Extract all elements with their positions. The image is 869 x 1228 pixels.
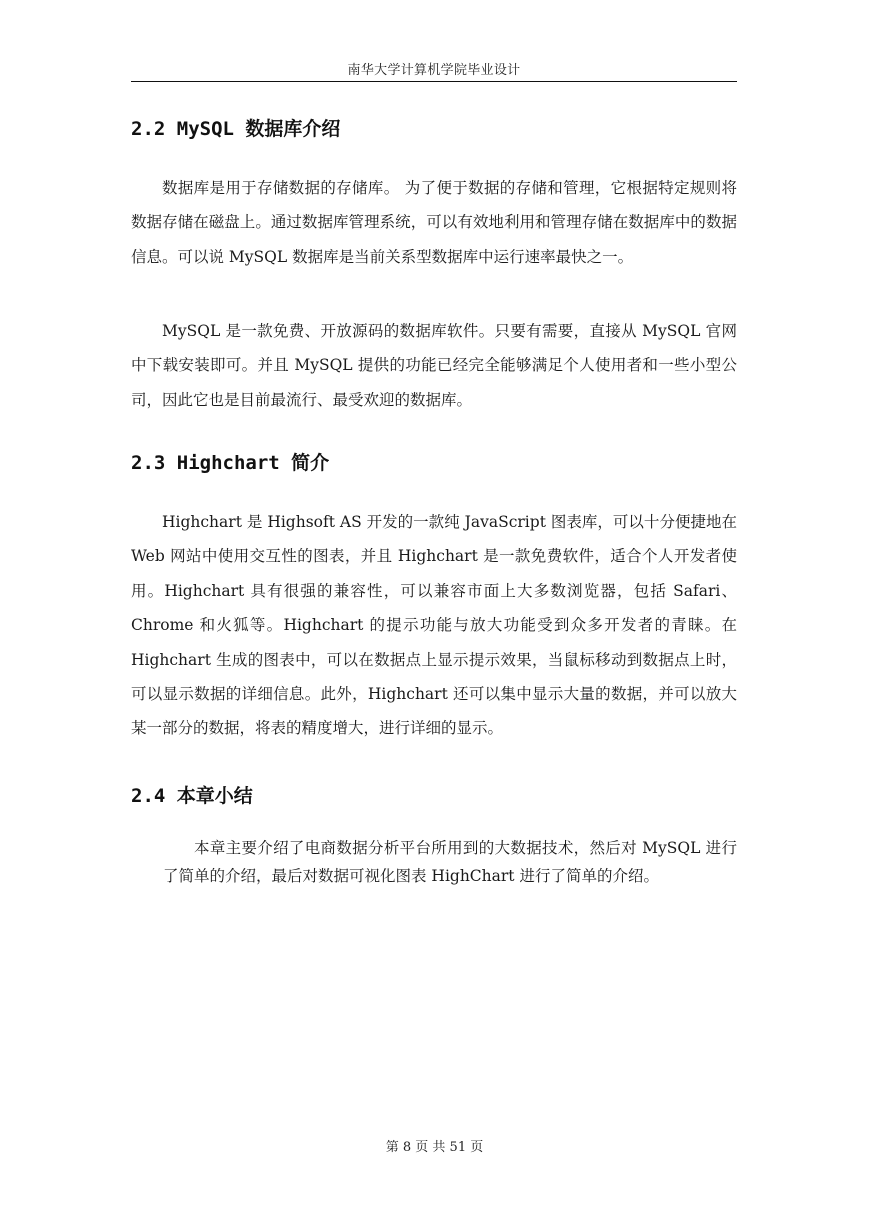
page-number: 第 8 页 共 51 页	[385, 1140, 484, 1155]
section-heading-highchart: 2.3 Highchart 简介	[131, 452, 330, 474]
section-heading-summary: 2.4 本章小结	[131, 785, 253, 807]
summary-paragraph: 本章主要介绍了电商数据分析平台所用到的大数据技术，然后对 MySQL 进行了简单的介绍，最后对数据可视化图表 HighChart 进行了简单的介绍。	[163, 839, 737, 885]
page-header: 南华大学计算机学院毕业设计	[347, 63, 521, 78]
highchart-paragraph: Highchart 是 Highsoft AS 开发的一款纯 JavaScript 图表库，可以十分便捷地在 Web 网站中使用交互性的图表，并且 Highchart 是一款免费软件，适合个人开发者使用。Highchart 具有很强的兼容性，可以兼容市面上大多数浏览器，包括 Safari、Chrome 和火狐等。Highchart 的提示功能与放大功能受到众多开发者的青睐。在 Highchart 生成的图表中，可以在数据点上显示提示效果，当鼠标移动到数据点上时，可以显示数据的详细信息。此外，Highchart 还可以集中显示大量的数据，并可以放大某一部分的数据，将表的精度增大，进行详细的显示。	[131, 513, 737, 738]
section-heading-mysql: 2.2 MySQL 数据库介绍	[131, 118, 341, 140]
header-divider	[131, 81, 737, 82]
mysql-paragraph-1: 数据库是用于存储数据的存储库。 为了便于数据的存储和管理，它根据特定规则将数据存储在磁盘上。通过数据库管理系统，可以有效地利用和管理存储在数据库中的数据信息。可以说 MySQL 数据库是当前关系型数据库中运行速率最快之一。	[131, 179, 737, 266]
mysql-paragraph-2: MySQL 是一款免费、开放源码的数据库软件。只要有需要，直接从 MySQL 官网中下载安装即可。并且 MySQL 提供的功能已经完全能够满足个人使用者和一些小型公司，因此它也是目前最流行、最受欢迎的数据库。	[131, 322, 737, 409]
